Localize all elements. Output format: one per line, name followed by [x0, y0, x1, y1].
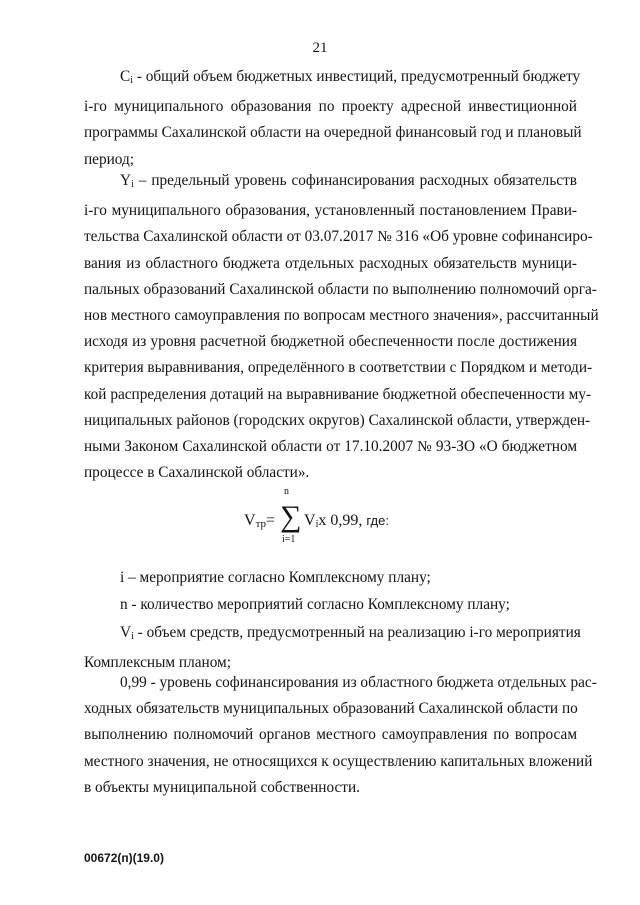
variable-c: C	[120, 68, 131, 85]
document-code: 00672(п)(19.0)	[84, 851, 164, 865]
paragraph-coefficient: 0,99 - уровень софинансирования из областного бюджета отдельных рас- ходных обязательств муниципальных образований Сахалинской области по выполнению полномочий органов местного самоуправления по вопросам местного значения, не относящихся к осуществлению капитальных вложений в объекты муниципальной собственности.	[84, 674, 597, 796]
formula-lhs: $V_{тр}=$	[244, 512, 276, 530]
sigma-symbol: ∑	[280, 500, 302, 533]
variable-y: Y	[120, 172, 132, 189]
sum-formula	[244, 486, 464, 550]
formula-rhs: $V_ix$ 0,99, где:	[304, 512, 389, 530]
sum-upper-limit: n	[284, 486, 289, 497]
variable-v: V	[120, 624, 132, 641]
sum-lower-limit: i=1	[282, 534, 296, 545]
paragraph-yi: $Y_i$ – предельный уровень софинансирования расходных обязательств i-го муниципального образования, установленный постановлением Прави- тельства Сахалинской области от 03.07.2017 № 316 «Об уровне софинансиро- вания из областного бюджета отдельных расходных обязательств муници- пальных образований Сахалинской области по выполнению полномочий орга- нов местного самоуправления по вопросам местного значения», рассчитанный исходя из уровня расчетной бюджетной обеспеченности после достижения критерия выравнивания, определённого в соответствии с Порядком и методи- кой распределения дотаций на выравнивание бюджетной обеспеченности му- ниципальных районов (городских округов) Сахалинской области, утвержден- ными Законом Сахалинской области от 17.10.2007 № 93-ЗО «О бюджетном процессе в Сахалинской области».	[84, 172, 599, 482]
paragraph-i: i – мероприятие согласно Комплексному плану;	[120, 569, 431, 586]
paragraph-vi: $V_i$ - объем средств, предусмотренный на реализацию i-го мероприятия Комплексным планом;	[84, 624, 581, 672]
page-number: 21	[312, 40, 328, 56]
paragraph-n: n - количество мероприятий согласно Комплексному плану;	[120, 596, 510, 613]
paragraph-ci: $C_i$ - общий объем бюджетных инвестиций, предусмотренный бюджету i-го муниципального образования по проекту адресной инвестиционной программы Сахалинской области на очередной финансовый год и плановый период;	[84, 68, 582, 168]
